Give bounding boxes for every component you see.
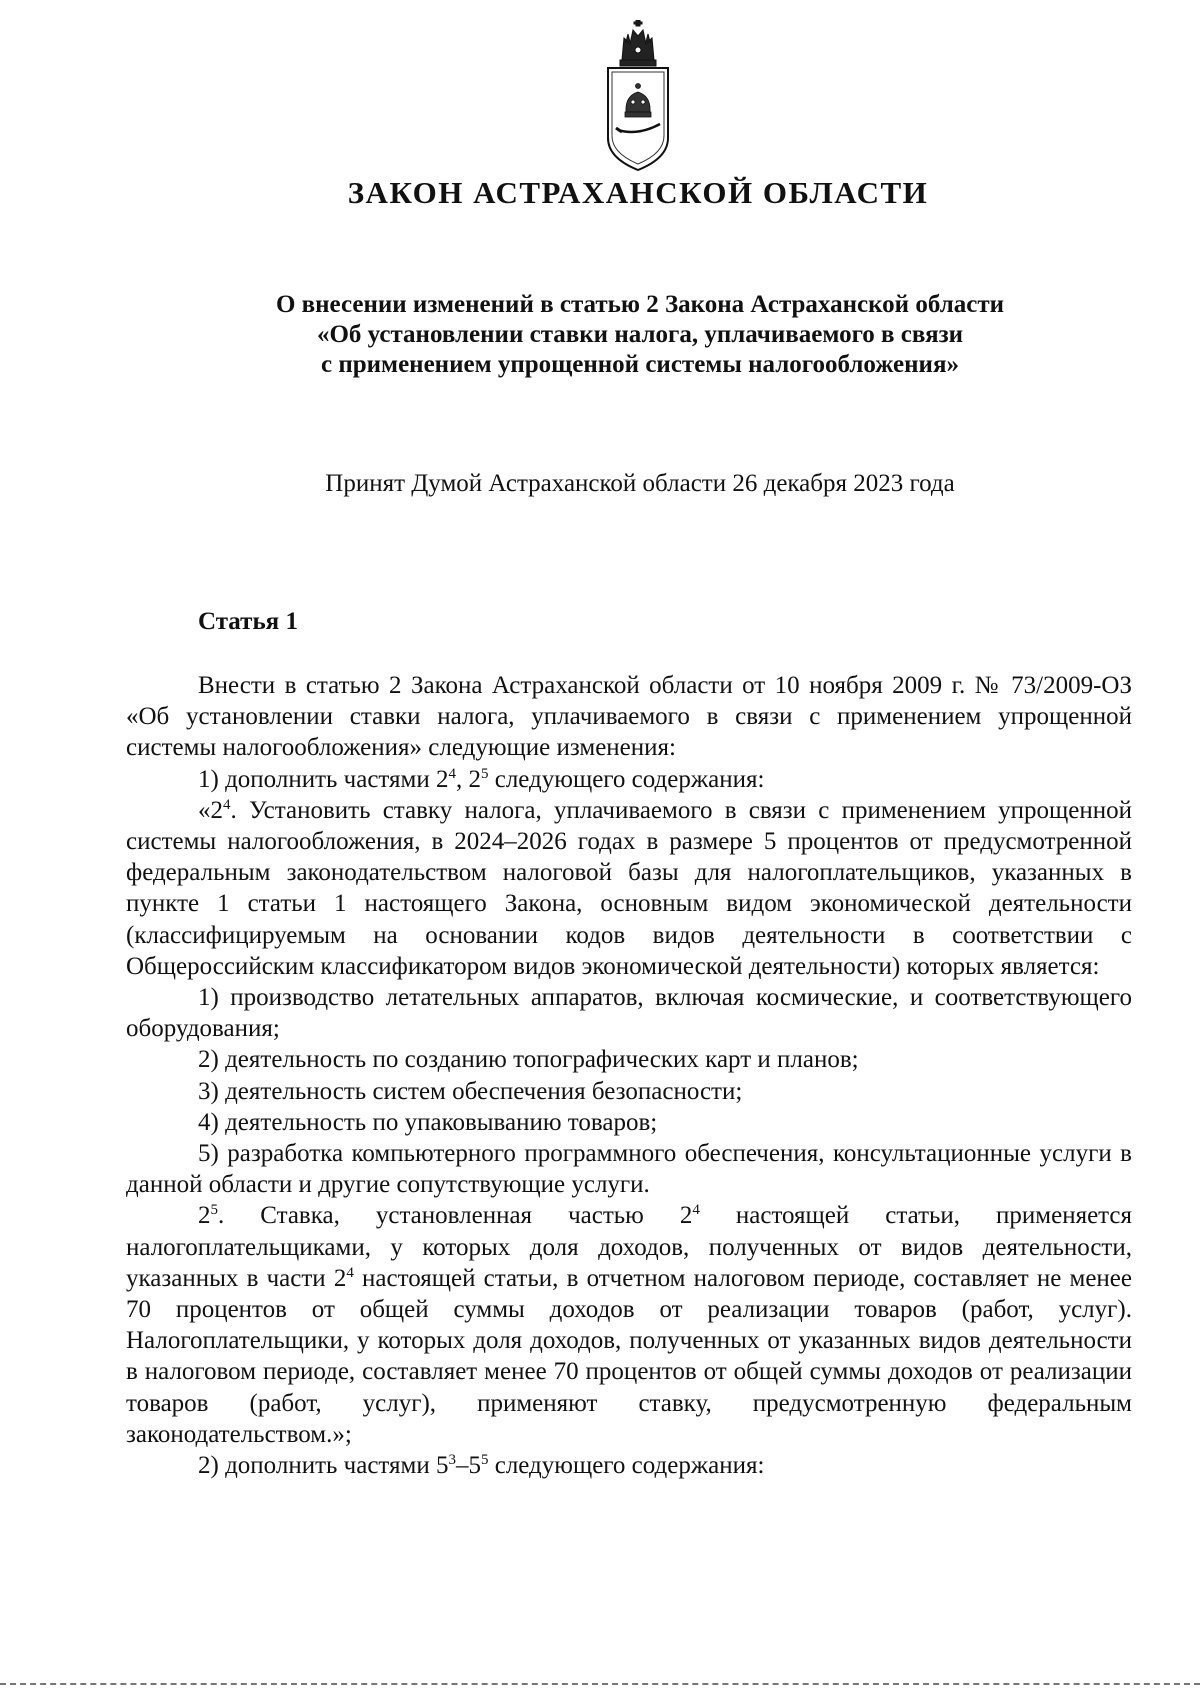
paragraph-intro: Внести в статью 2 Закона Астраханской области от 10 ноября 2009 г. № 73/2009-ОЗ «Об установлении ставки налога, уплачиваемого в связи с применением упрощенной системы налогообложения» следующие изменения:	[126, 672, 1132, 762]
list-item: 2) деятельность по созданию топографических карт и планов;	[198, 1046, 859, 1074]
law-subtitle	[160, 290, 1120, 380]
article-heading: Статья 1	[198, 608, 298, 635]
subtitle-line: с применением упрощенной системы налогообложения»	[320, 351, 959, 378]
page-bottom-divider	[0, 1683, 1200, 1685]
paragraph-part-2-4: «$2^4$. Установить ставку налога, уплачиваемого в связи с применением упрощенной системы налогообложения, в 2024–2026 годах в размере 5 процентов от предусмотренной федеральным законодательством налоговой базы для налогоплательщиков, указанных в пункте 1 статьи 1 настоящего Закона, основным видом экономической деятельности (классифицируемым на основании кодов видов деятельности в соответствии с Общероссийским классификатором видов экономической деятельности) которых является:	[126, 796, 1132, 980]
paragraph-amendment-1: 1) дополнить частями $2^4$, $2^5$ следующего содержания:	[198, 765, 765, 793]
paragraph-amendment-2: 2) дополнить частями $5^3-5^5$ следующего содержания:	[198, 1452, 765, 1480]
list-item: 1) производство летательных аппаратов, включая космические, и соответствующего оборудования;	[126, 984, 1132, 1043]
list-item: 5) разработка компьютерного программного обеспечения, консультационные услуги в данной области и другие сопутствующие услуги.	[126, 1140, 1132, 1199]
adoption-line: Принят Думой Астраханской области 26 декабря 2023 года	[325, 470, 955, 497]
list-item: 4) деятельность по упаковыванию товаров;	[198, 1108, 658, 1136]
subtitle-line: О внесении изменений в статью 2 Закона Астраханской области	[275, 291, 1005, 318]
law-title: ЗАКОН АСТРАХАНСКОЙ ОБЛАСТИ	[347, 175, 929, 210]
coat-of-arms-icon	[598, 20, 678, 172]
paragraph-part-2-5: $2^5$. Ставка, установленная частью $2^4$ настоящей статьи, применяется налогоплательщиками, у которых доля доходов, полученных от видов деятельности, указанных в части $2^4$ настоящей статьи, в отчетном налоговом периоде, составляет не менее 70 процентов от общей суммы доходов от реализации товаров (работ, услуг). Налогоплательщики, у которых доля доходов, полученных от указанных видов деятельности в налоговом периоде, составляет менее 70 процентов от общей суммы доходов от реализации товаров (работ, услуг), применяют ставку, предусмотренную федеральным законодательством.»;	[126, 1202, 1133, 1448]
subtitle-line: «Об установлении ставки налога, уплачиваемого в связи	[316, 321, 964, 348]
article-body	[126, 670, 1132, 1481]
list-item: 3) деятельность систем обеспечения безопасности;	[198, 1077, 743, 1105]
